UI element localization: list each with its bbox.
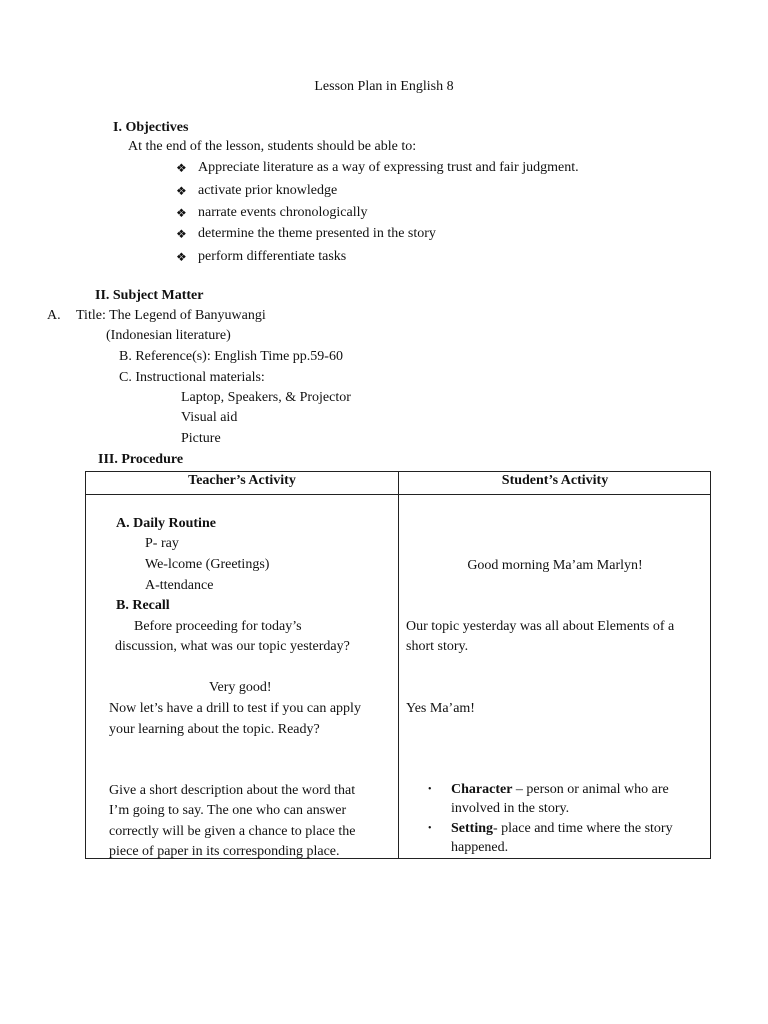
objectives-heading: I. Objectives xyxy=(113,120,189,135)
setting-definition: Setting- place and time where the story xyxy=(451,821,673,836)
materials-label: C. Instructional materials: xyxy=(119,370,265,385)
drill-text: Now let’s have a drill to test if you can apply xyxy=(109,701,361,716)
setting-term: Setting xyxy=(451,821,493,836)
description-text: correctly will be given a chance to place the xyxy=(109,824,356,839)
student-topic-answer: Our topic yesterday was all about Elements of a xyxy=(406,619,675,634)
lesson-title-sub: (Indonesian literature) xyxy=(106,328,231,343)
setting-definition-cont: happened. xyxy=(451,840,509,855)
lesson-title: Title: The Legend of Banyuwangi xyxy=(76,308,266,323)
procedure-heading: III. Procedure xyxy=(98,452,184,467)
diamond-bullet-icon: ❖ xyxy=(176,184,187,198)
col-header-student: Student’s Activity xyxy=(501,473,609,488)
description-text: Give a short description about the word that xyxy=(109,783,356,798)
routine-item: A-ttendance xyxy=(145,578,214,593)
header-divider xyxy=(86,494,710,495)
reference: B. Reference(s): English Time pp.59-60 xyxy=(119,349,343,364)
material-item: Picture xyxy=(181,431,221,446)
daily-routine-heading: A. Daily Routine xyxy=(116,516,216,531)
procedure-table xyxy=(85,471,711,859)
student-greeting: Good morning Ma’am Marlyn! xyxy=(467,558,643,573)
character-definition-cont: involved in the story. xyxy=(451,801,570,816)
routine-item: We-lcome (Greetings) xyxy=(145,557,270,572)
page-title: Lesson Plan in English 8 xyxy=(314,79,454,94)
character-term: Character xyxy=(451,782,513,797)
material-item: Visual aid xyxy=(181,410,238,425)
dot-bullet-icon: • xyxy=(428,823,432,834)
dot-bullet-icon: • xyxy=(428,784,432,795)
diamond-bullet-icon: ❖ xyxy=(176,250,187,264)
character-definition: Character – person or animal who are xyxy=(451,782,669,797)
student-yes: Yes Ma’am! xyxy=(406,701,475,716)
recall-text: discussion, what was our topic yesterday? xyxy=(115,639,350,654)
recall-text: Before proceeding for today’s xyxy=(134,619,302,634)
drill-text: your learning about the topic. Ready? xyxy=(109,722,320,737)
diamond-bullet-icon: ❖ xyxy=(176,161,187,175)
column-divider xyxy=(398,472,399,858)
student-topic-answer: short story. xyxy=(406,639,469,654)
description-text: piece of paper in its corresponding place. xyxy=(109,844,340,859)
routine-item: P- ray xyxy=(145,536,179,551)
diamond-bullet-icon: ❖ xyxy=(176,227,187,241)
diamond-bullet-icon: ❖ xyxy=(176,206,187,220)
very-good-text: Very good! xyxy=(209,680,272,695)
col-header-teacher: Teacher’s Activity xyxy=(188,473,296,488)
title-marker: A. xyxy=(47,308,61,323)
recall-heading: B. Recall xyxy=(116,598,170,613)
material-item: Laptop, Speakers, & Projector xyxy=(181,390,351,405)
description-text: I’m going to say. The one who can answer xyxy=(109,803,347,818)
objectives-intro: At the end of the lesson, students should be able to: xyxy=(128,139,417,154)
subject-matter-heading: II. Subject Matter xyxy=(95,288,204,303)
